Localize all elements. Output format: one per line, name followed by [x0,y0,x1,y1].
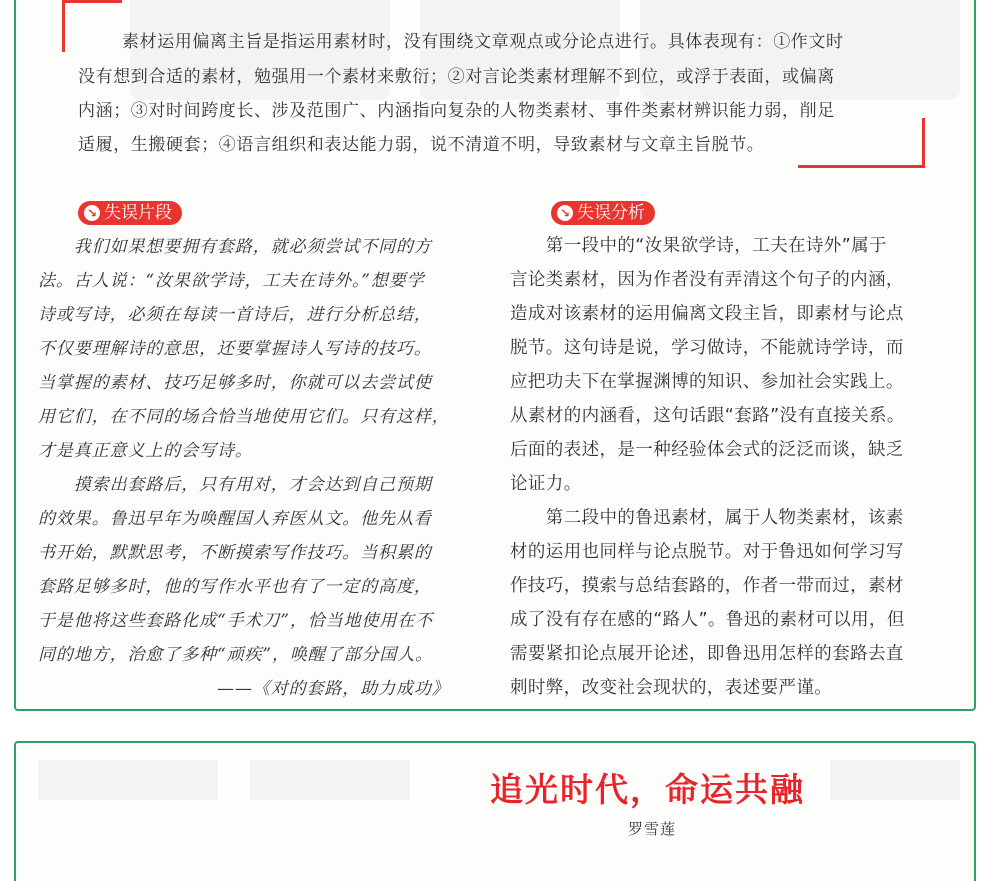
text-line: 应把功夫下在掌握渊博的知识、参加社会实践上。 [510,372,904,392]
bracket-bottom-right [798,165,925,168]
intro-line: 适履，生搬硬套；④语言组织和表达能力弱，说不清道不明，导致素材与文章主旨脱节。 [78,135,765,155]
text-line: 言论类素材，因为作者没有弄清这个句子的内涵， [510,270,904,290]
text-line: 用它们，在不同的场合恰当地使用它们。只有这样， [38,407,450,427]
text-line: 套路足够多时，他的写作水平也有了一定的高度， [38,577,432,597]
bracket-top-left [62,0,122,3]
text-line: 当掌握的素材、技巧足够多时，你就可以去尝试使 [38,373,432,393]
text-line: 法。古人说：“汝果欲学诗，工夫在诗外。”想要学 [38,271,425,291]
text-line: 同的地方，治愈了多种“顽疾”，唤醒了部分国人。 [38,645,434,665]
text-line: 刺时弊，改变社会现状的，表述要严谨。 [510,678,833,698]
mistake-analysis-tag [551,201,655,225]
text-line: 摸索出套路后，只有用对，才会达到自己预期 [38,475,432,495]
text-line: 造成对该素材的运用偏离文段主旨，即素材与论点 [510,304,904,324]
intro-line: 内涵；③对时间跨度长、涉及范围广、内涵指向复杂的人物类素材、事件类素材辨识能力弱，削足 [78,101,835,121]
text-line: 才是真正意义上的会写诗。 [38,441,253,461]
tag-label: 失误分析 [577,203,645,223]
watermark-block [38,760,218,800]
text-line: 从素材的内涵看，这句话跟“套路”没有直接关系。 [510,406,905,426]
intro-line: 素材运用偏离主旨是指运用素材时，没有围绕文章观点或分论点进行。具体表现有：①作文时 [122,32,844,52]
arrow-icon: ↘ [84,205,100,221]
intro-line: 没有想到合适的素材，勉强用一个素材来敷衍；②对言论类素材理解不到位，或浮于表面，或偏离 [78,67,835,87]
article-author: 罗雪莲 [628,820,677,838]
watermark-block [830,760,960,800]
text-line: 我们如果想要拥有套路，就必须尝试不同的方 [38,237,432,257]
text-line: 于是他将这些套路化成“手术刀”，恰当地使用在不 [38,611,434,631]
article-title: 追光时代，命运共融 [490,770,805,809]
text-line: 成了没有存在感的“路人”。鲁迅的素材可以用，但 [510,610,905,630]
text-line: 作技巧，摸索与总结套路的，作者一带而过，素材 [510,576,904,596]
tag-label: 失误片段 [104,203,172,223]
text-line: 第二段中的鲁迅素材，属于人物类素材，该素 [510,508,904,528]
text-line: 的效果。鲁迅早年为唤醒国人弃医从文。他先从看 [38,509,432,529]
text-line: 第一段中的“汝果欲学诗，工夫在诗外”属于 [510,236,887,256]
text-line: 诗或写诗，必须在每读一首诗后，进行分析总结， [38,305,432,325]
text-line: 脱节。这句诗是说，学习做诗，不能就诗学诗，而 [510,338,904,358]
arrow-icon: ↘ [557,205,573,221]
source-citation: ——《对的套路，助力成功》 [38,679,450,699]
bracket-top-left [62,0,65,52]
text-line: 材的运用也同样与论点脱节。对于鲁迅如何学习写 [510,542,904,562]
text-line: 不仅要理解诗的意思，还要掌握诗人写诗的技巧。 [38,339,432,359]
watermark-block [250,760,410,800]
text-line: 后面的表述，是一种经验体会式的泛泛而谈，缺乏 [510,440,904,460]
text-line: 书开始，默默思考，不断摸索写作技巧。当积累的 [38,543,432,563]
text-line: 论证力。 [510,474,582,494]
mistake-excerpt-tag [78,201,182,225]
text-line: 需要紧扣论点展开论述，即鲁迅用怎样的套路去直 [510,644,904,664]
bracket-bottom-right [922,118,925,168]
